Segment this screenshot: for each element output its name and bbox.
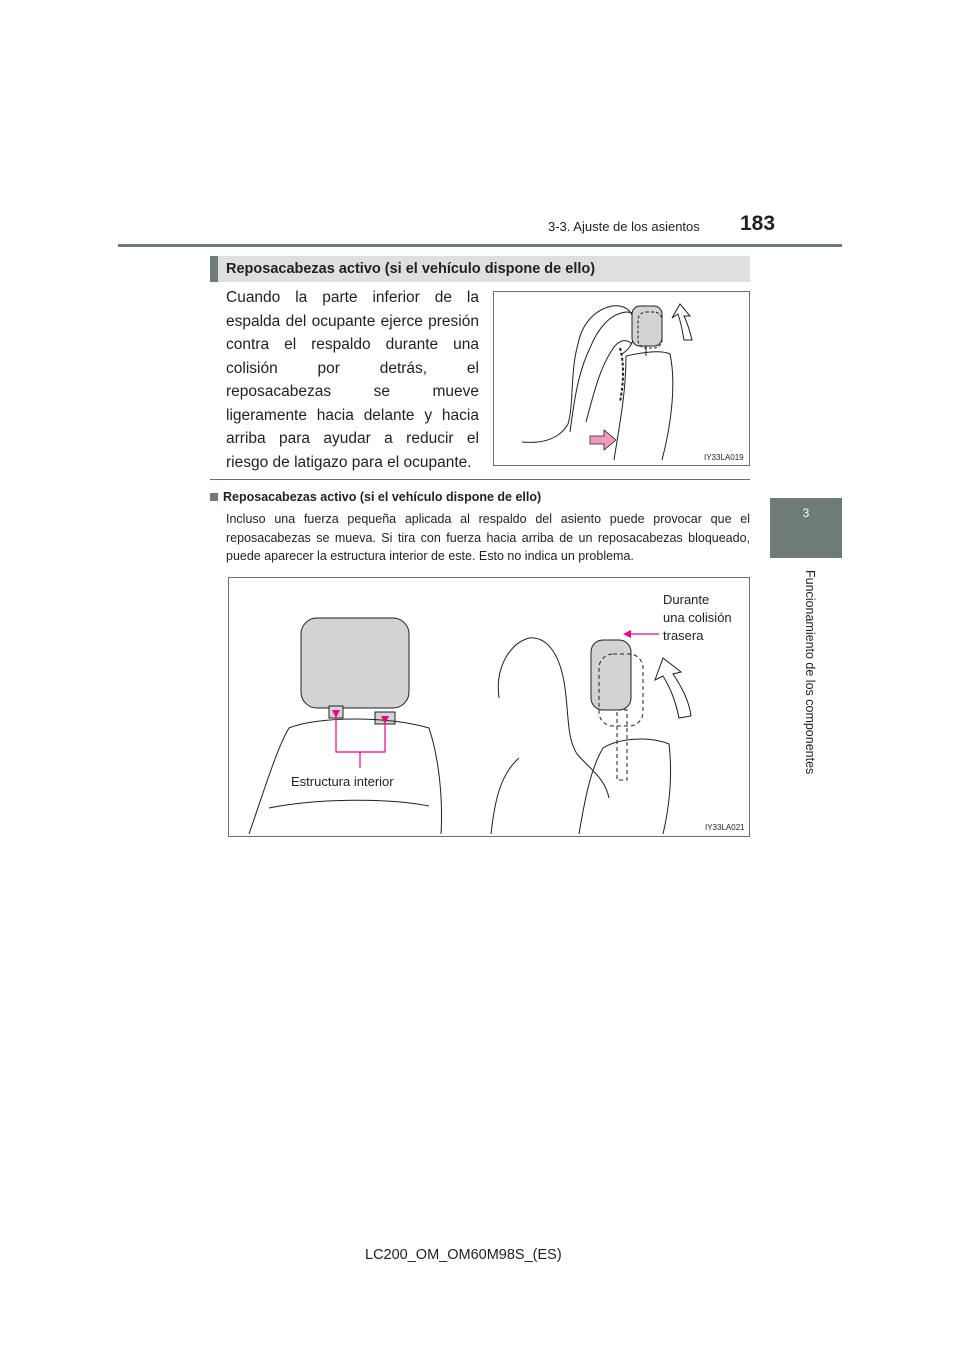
note-paragraph: Incluso una fuerza pequeña aplicada al respaldo del asiento puede provocar que el reposacabezas se mueva. Si tira con fuerza hacia arriba de un reposacabezas bloqueado, puede aparecer la estructura interior de este. Esto no indica un problema. bbox=[226, 512, 750, 563]
section-divider bbox=[210, 479, 750, 480]
chapter-number: 3 bbox=[802, 506, 810, 520]
upward-arrow-icon bbox=[672, 304, 692, 340]
left-headrest bbox=[301, 618, 409, 708]
note-heading-text: Reposacabezas activo (si el vehículo dispone de ello) bbox=[223, 490, 542, 504]
right-headrest bbox=[591, 640, 631, 710]
headrest-structure-figure bbox=[228, 577, 750, 837]
big-upward-arrow-icon bbox=[655, 658, 691, 718]
chapter-title: Funcionamiento de los componentes bbox=[803, 570, 817, 775]
occupant-back bbox=[491, 758, 519, 834]
seat-back-front bbox=[614, 356, 626, 460]
structure-label: Estructura interior bbox=[291, 774, 394, 789]
collision-label-line-3: trasera bbox=[663, 628, 704, 643]
collision-label-line-1: Durante bbox=[663, 592, 710, 607]
seat-back bbox=[626, 352, 673, 460]
headrest-structure-illustration bbox=[229, 578, 749, 836]
figure1-code: IY33LA019 bbox=[704, 453, 744, 462]
intro-paragraph: Cuando la parte inferior de la espalda del ocupante ejerce presión contra el respaldo durante una colisión por detrás, el reposacabezas se mueve ligeramente hacia delante y hacia arriba para ayudar a reducir el riesgo de latigazo para el ocupante. bbox=[226, 289, 479, 471]
header-rule bbox=[118, 244, 842, 247]
footer-code: LC200_OM_OM60M98S_(ES) bbox=[365, 1247, 562, 1263]
right-seat-back bbox=[579, 739, 671, 834]
spine bbox=[620, 348, 623, 402]
active-headrest-illustration bbox=[494, 292, 749, 465]
left-seat-seam bbox=[269, 800, 429, 808]
note-heading bbox=[210, 490, 541, 504]
occupant-outline-1 bbox=[522, 306, 634, 443]
right-stay bbox=[617, 710, 627, 780]
push-arrow-icon bbox=[590, 430, 616, 450]
bullet-square-icon bbox=[210, 493, 218, 501]
figure2-code: IY33LA021 bbox=[705, 823, 745, 832]
page-number: 183 bbox=[740, 212, 776, 235]
section-label: 3-3. Ajuste de los asientos bbox=[548, 219, 700, 234]
callout-arrow-icon bbox=[623, 630, 631, 638]
collision-label-line-2: una colisión bbox=[663, 610, 732, 625]
active-headrest-figure bbox=[493, 291, 750, 466]
section-heading: Reposacabezas activo (si el vehículo dispone de ello) bbox=[226, 261, 596, 277]
